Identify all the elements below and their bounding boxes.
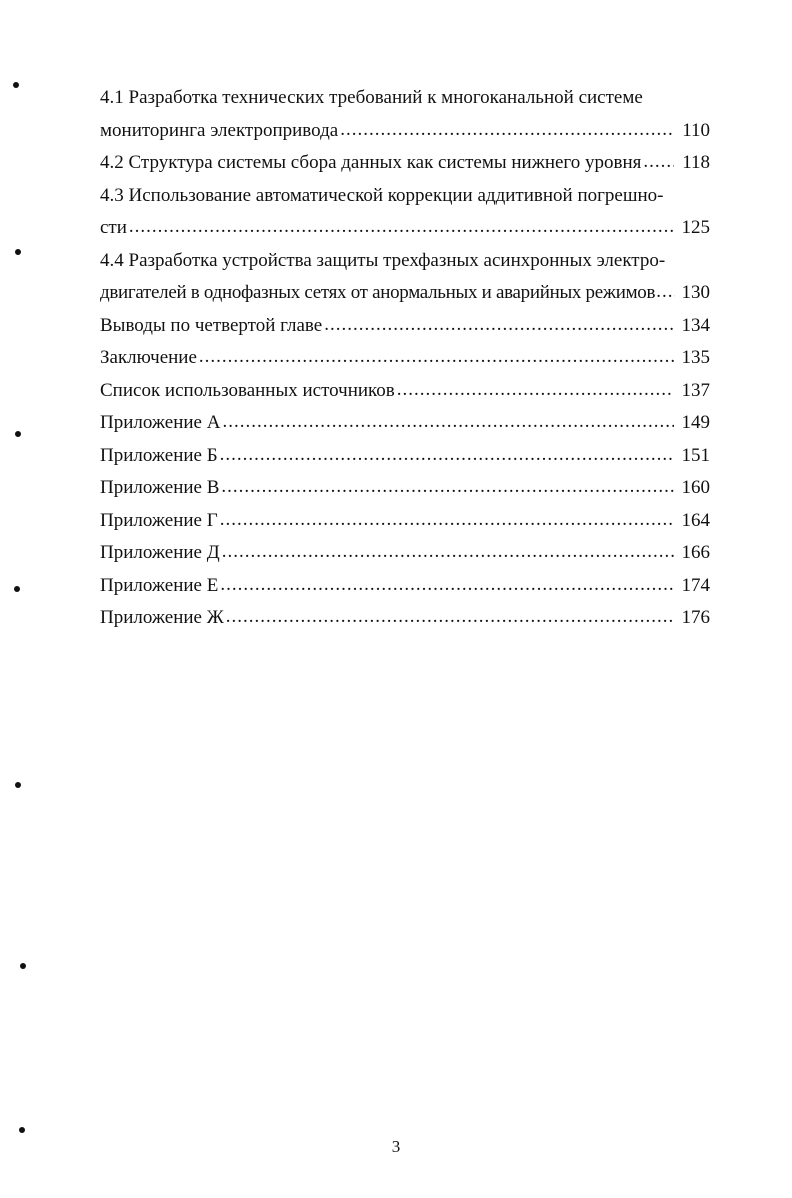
toc-entry-text: Приложение В <box>100 477 220 498</box>
table-of-contents <box>100 82 710 635</box>
toc-page-number: 149 <box>681 412 710 433</box>
dot-leader <box>226 601 674 634</box>
toc-page-number: 134 <box>681 314 710 336</box>
toc-entry-text: двигателей в однофазных сетях от анормальных и аварийных режимов <box>100 282 656 303</box>
dot-leader <box>199 341 674 374</box>
toc-entry-text: 4.3 Использование автоматической коррекции аддитивной погрешно- <box>100 184 664 206</box>
dot-leader <box>340 114 674 147</box>
toc-entry <box>100 440 710 473</box>
toc-page-number: 110 <box>682 119 710 141</box>
scan-mark <box>15 782 21 788</box>
toc-page-number: 118 <box>682 152 710 173</box>
toc-page-number: 135 <box>681 347 710 368</box>
toc-entry-text: Приложение Г <box>100 509 218 531</box>
scan-mark <box>19 1127 25 1133</box>
toc-entry-text: 4.1 Разработка технических требований к многоканальной системе <box>100 87 643 108</box>
toc-page-number: 166 <box>681 542 710 563</box>
toc-entry-text: Список использованных источников <box>100 379 395 401</box>
toc-entry-text: Заключение <box>100 347 197 368</box>
toc-entry <box>100 602 710 635</box>
toc-entry-text: Приложение А <box>100 412 221 433</box>
toc-entry-line <box>100 82 710 115</box>
toc-page-number: 137 <box>681 379 710 401</box>
dot-leader <box>221 471 674 504</box>
dot-leader <box>324 309 674 342</box>
toc-entry-text: Приложение Ж <box>100 607 224 628</box>
toc-page-number: 164 <box>681 509 710 531</box>
toc-entry <box>100 570 710 603</box>
toc-entry-line <box>100 180 710 213</box>
scan-mark <box>15 431 21 437</box>
toc-entry <box>100 212 710 245</box>
toc-entry-text: сти <box>100 217 127 238</box>
toc-entry <box>100 472 710 505</box>
scan-mark <box>15 249 21 255</box>
toc-entry <box>100 310 710 343</box>
toc-entry <box>100 115 710 148</box>
toc-entry <box>100 375 710 408</box>
toc-entry <box>100 277 710 310</box>
toc-entry-text: Выводы по четвертой главе <box>100 314 323 336</box>
toc-entry <box>100 537 710 570</box>
toc-page-number: 176 <box>681 607 710 628</box>
toc-entry-text: 4.2 Структура системы сбора данных как системы нижнего уровня <box>100 152 642 173</box>
scan-mark <box>14 586 20 592</box>
scan-mark <box>13 82 19 88</box>
dot-leader <box>222 406 674 439</box>
toc-entry-text: Приложение Б <box>100 444 218 466</box>
dot-leader <box>129 211 674 244</box>
dot-leader <box>220 439 674 472</box>
dot-leader <box>397 374 674 407</box>
toc-entry-text: Приложение Д <box>100 542 220 563</box>
toc-entry-line <box>100 245 710 278</box>
dot-leader <box>656 276 675 309</box>
toc-entry <box>100 147 710 180</box>
page-number: 3 <box>391 1137 401 1156</box>
toc-page-number: 125 <box>681 217 710 238</box>
toc-entry-text: Приложение Е <box>100 574 219 596</box>
toc-entry <box>100 407 710 440</box>
toc-page-number: 174 <box>681 574 710 596</box>
toc-entry-text: 4.4 Разработка устройства защиты трехфазных асинхронных электро- <box>100 249 666 271</box>
toc-page-number: 160 <box>681 477 710 498</box>
toc-page-number: 130 <box>681 282 710 303</box>
toc-entry <box>100 342 710 375</box>
dot-leader <box>220 569 674 602</box>
toc-page-number: 151 <box>681 444 710 466</box>
scan-mark <box>20 963 26 969</box>
dot-leader <box>222 536 674 569</box>
dot-leader <box>643 146 674 179</box>
toc-entry-text: мониторинга электропривода <box>100 119 339 141</box>
dot-leader <box>220 504 674 537</box>
toc-entry <box>100 505 710 538</box>
